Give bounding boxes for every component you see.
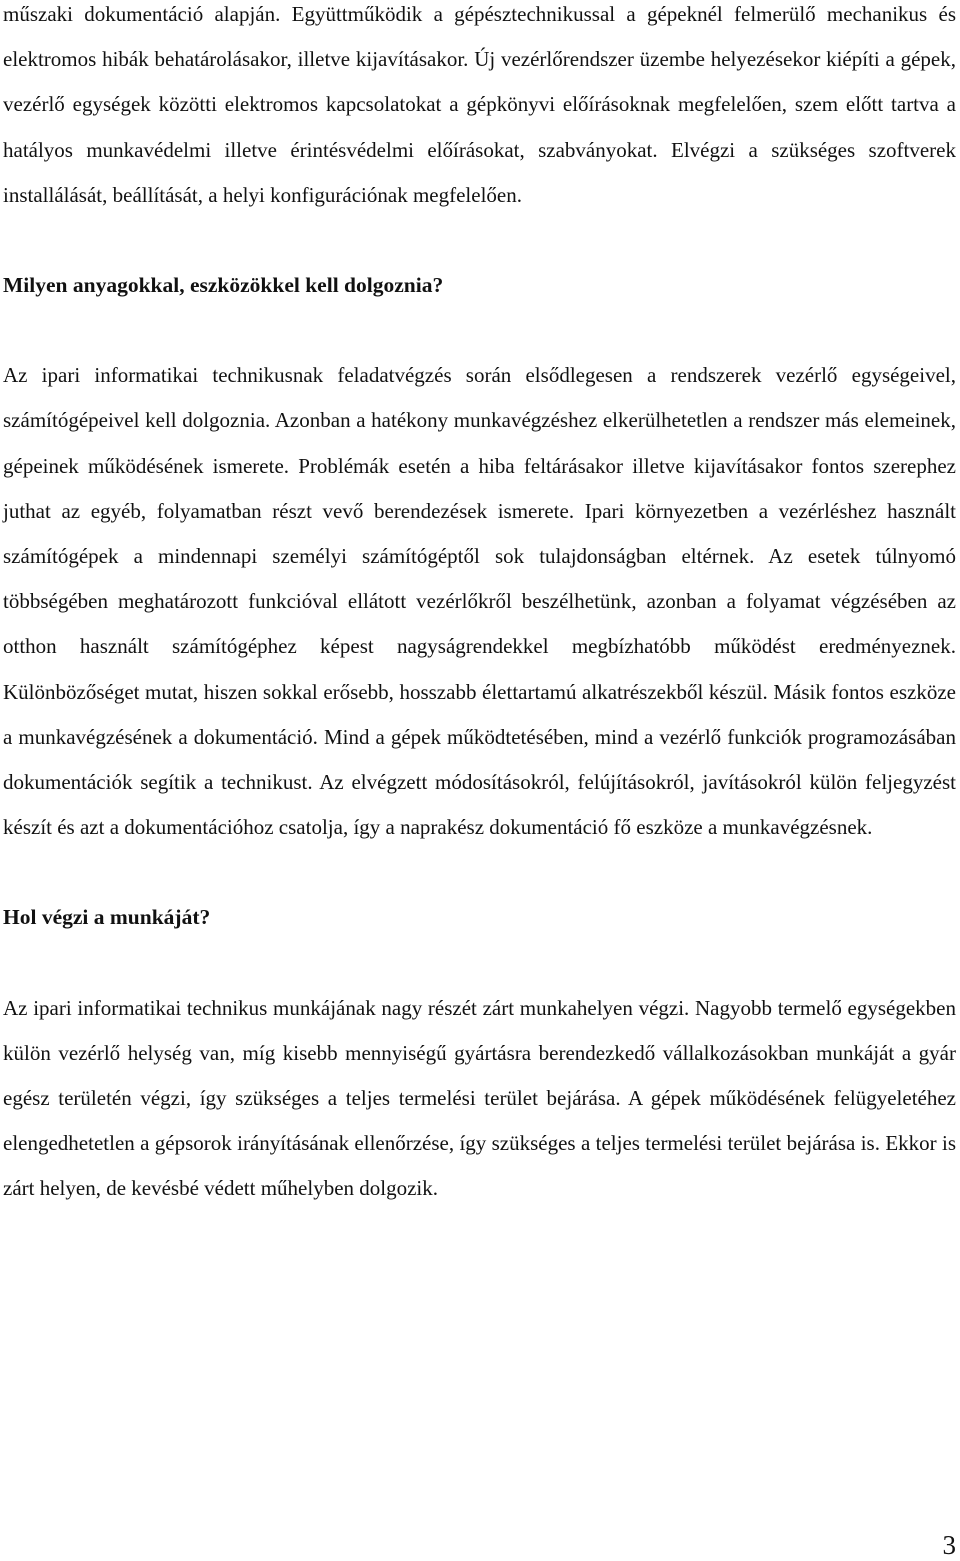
paragraph-spacer <box>3 308 956 353</box>
paragraph-spacer <box>3 850 956 895</box>
paragraph-intro: műszaki dokumentáció alapján. Együttműködik a gépésztechnikussal a gépeknél felmerülő mechanikus és elektromos hibák behatárolásakor, illetve kijavításakor. Új vezérlőrendszer üzembe helyezésekor kiépíti a gépek, vezérlő egységek közötti elektromos kapcsolatokat a gépkönyvi előírásoknak megfelelően, szem előtt tartva a hatályos munkavédelmi illetve érintésvédelmi előírásokat, szabványokat. Elvégzi a szükséges szoftverek installálását, beállítását, a helyi konfigurációnak megfelelően. <box>3 2 956 207</box>
paragraph-materials: Az ipari informatikai technikusnak feladatvégzés során elsődlegesen a rendszerek vezérlő egységeivel, számítógépeivel kell dolgoznia. Azonban a hatékony munkavégzéshez elkerülhetetlen a rendszer más elemeinek, gépeinek működésének ismerete. Problémák esetén a hiba feltárásakor illetve kijavításakor fontos szerephez juthat az egyéb, folyamatban részt vevő berendezések ismerete. Ipari környezetben a vezérléshez használt számítógépek a mindennapi személyi számítógéptől sok tulajdonságban eltérnek. Az esetek túlnyomó többségében meghatározott funkcióval ellátott vezérlőkről beszélhetünk, azonban a folyamat végzésében az otthon használt számítógéphez képest nagyságrendekkel megbízhatóbb működést eredményeznek. Különbözőséget mutat, hiszen sokkal erősebb, hosszabb élettartamú alkatrészekből készül. Másik fontos eszköze a munkavégzésének a dokumentáció. Mind a gépek működtetésében, mind a vezérlő funkciók programozásában dokumentációk segítik a technikust. Az elvégzett módosításokról, felújításokról, javításokról külön feljegyzést készít és azt a dokumentációhoz csatolja, így a naprakész dokumentáció fő eszköze a munkavégzésnek. <box>3 363 956 840</box>
heading-workplace: Hol végzi a munkáját? <box>3 905 211 930</box>
page-number: 3 <box>942 1530 956 1560</box>
heading-materials: Milyen anyagokkal, eszközökkel kell dolgoznia? <box>3 273 444 298</box>
paragraph-spacer <box>3 218 956 263</box>
paragraph-workplace: Az ipari informatikai technikus munkájának nagy részét zárt munkahelyen végzi. Nagyobb termelő egységekben külön vezérlő helység van, míg kisebb mennyiségű gyártásra berendezkedő vállalkozásokban munkáját a gyár egész területén végzi, így szükséges a teljes termelési terület bejárása. A gépek működésének felügyeletéhez elengedhetetlen a gépsorok irányításának ellenőrzése, így szükséges a teljes termelési terület bejárása is. Ekkor is zárt helyen, de kevésbé védett műhelyben dolgozik. <box>3 995 956 1201</box>
document-page <box>3 0 956 1212</box>
paragraph-spacer <box>3 941 956 986</box>
